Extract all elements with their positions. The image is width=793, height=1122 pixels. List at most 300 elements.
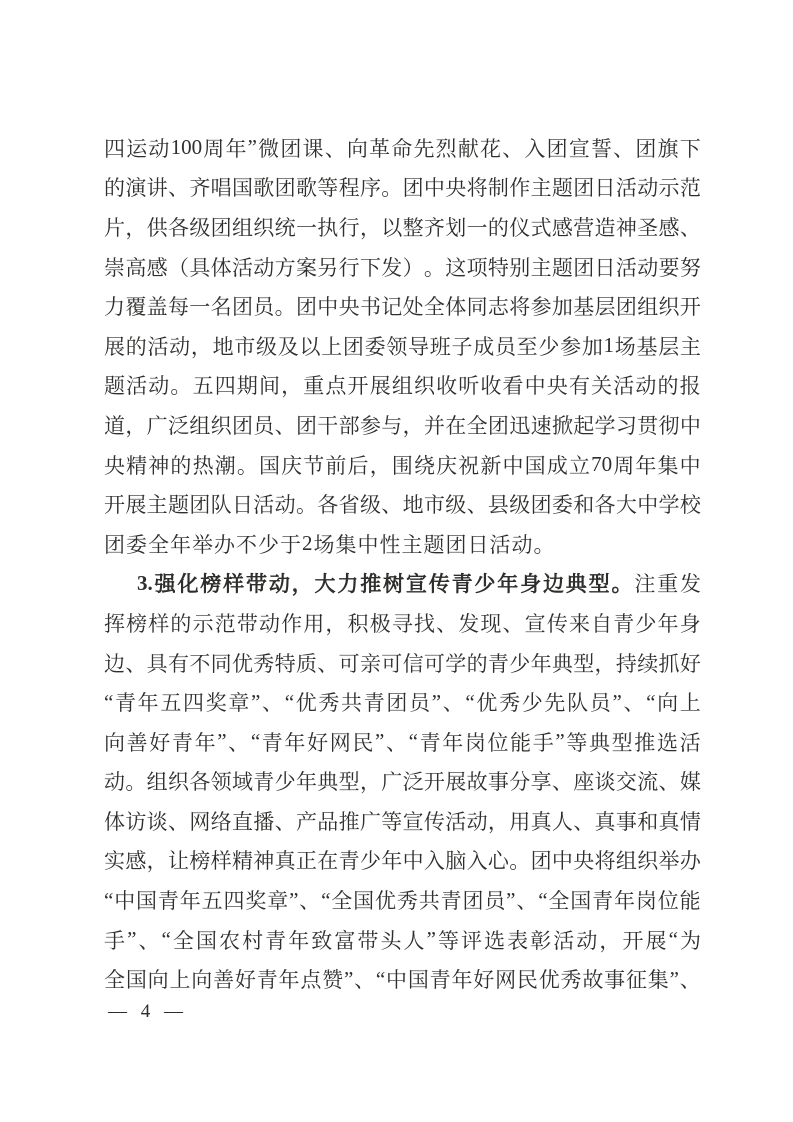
body-char: 关: [591, 374, 613, 399]
body-char: 年: [451, 968, 473, 993]
body-char: 活: [679, 730, 701, 755]
body-char: 样: [210, 849, 232, 874]
heading-char: 典: [565, 572, 587, 597]
body-char: 可: [423, 651, 445, 676]
body-char: 、: [317, 651, 339, 676]
text-line: [104, 564, 701, 604]
body-char: 可: [338, 651, 360, 676]
body-char: 各: [189, 770, 211, 795]
body-char: 周: [203, 136, 225, 161]
body-char: 向: [346, 136, 368, 161]
body-char: ”: [555, 729, 565, 754]
body-char: 的: [466, 651, 488, 676]
body-char: 谈: [146, 809, 168, 834]
body-char: 别: [509, 255, 531, 280]
body-char: 。: [533, 532, 555, 557]
body-char: 各: [317, 493, 339, 518]
body-char: 质: [295, 651, 317, 676]
body-char: 范: [679, 176, 701, 201]
body-char: 供: [146, 215, 168, 240]
body-char: “: [375, 966, 386, 991]
body-char: 各: [594, 493, 616, 518]
body-char: 誓: [590, 136, 612, 161]
body-char: 极: [369, 611, 391, 636]
body-char: 故: [466, 770, 488, 795]
body-char: 围: [391, 453, 413, 478]
body-char: 日: [467, 532, 489, 557]
body-char: 谈: [594, 770, 616, 795]
body-char: 秀: [560, 968, 582, 993]
body-char: 示: [658, 176, 680, 201]
body-char: 、: [138, 928, 160, 953]
body-char: 命: [391, 136, 413, 161]
body-char: 样: [148, 611, 170, 636]
body-char: 中: [637, 493, 659, 518]
body-char: 、: [442, 691, 464, 716]
body-char: 集: [335, 532, 357, 557]
body-char: 国: [125, 968, 147, 993]
body-char: 型: [338, 770, 360, 795]
body-char: 少: [359, 849, 381, 874]
body-char: 织: [637, 849, 659, 874]
body-char: 年: [530, 651, 552, 676]
body-char: 团: [546, 136, 568, 161]
body-char: 优: [375, 889, 397, 914]
body-char: ”: [374, 729, 385, 754]
body-char: 年: [278, 968, 300, 993]
body-char: 划: [445, 215, 467, 240]
body-char: 位: [657, 889, 679, 914]
body-char: 、: [262, 691, 284, 716]
text-line: [104, 682, 701, 722]
body-char: 高: [125, 255, 147, 280]
body-char: 活: [489, 532, 511, 557]
body-char: 活: [147, 334, 169, 359]
body-char: 绕: [413, 453, 435, 478]
body-char: 寻: [391, 611, 413, 636]
body-char: 办: [214, 532, 235, 557]
body-char: 现: [480, 611, 502, 636]
body-char: 中: [317, 295, 339, 320]
body-char: 活: [613, 374, 635, 399]
body-char: 上: [321, 334, 343, 359]
body-char: 年: [381, 849, 403, 874]
body-char: 推: [634, 730, 656, 755]
body-char: 织: [167, 770, 189, 795]
body-char: 、: [324, 136, 346, 161]
body-char: 先: [413, 136, 435, 161]
body-char: 题: [551, 176, 573, 201]
body-char: 享: [530, 770, 552, 795]
body-char: 主: [146, 493, 168, 518]
body-char: 作: [281, 611, 303, 636]
body-char: 看: [502, 374, 524, 399]
body-char: 献: [457, 136, 479, 161]
body-char: 体: [104, 809, 125, 834]
body-char: 全: [423, 295, 445, 320]
body-char: 集: [657, 453, 679, 478]
body-char: 中: [386, 968, 408, 993]
body-char: 彰: [530, 928, 552, 953]
heading-char: 。: [611, 572, 633, 597]
body-char: 团: [635, 136, 657, 161]
body-char: 团: [530, 493, 552, 518]
body-char: 新: [480, 453, 502, 478]
body-char: 国: [570, 889, 592, 914]
body-char: 学: [594, 413, 616, 438]
body-char: ，: [125, 215, 147, 240]
text-line: [104, 286, 701, 326]
body-char: 泛: [402, 770, 424, 795]
body-char: 章: [267, 889, 289, 914]
body-char: 手: [104, 928, 125, 953]
body-char: 征: [625, 968, 647, 993]
body-char: ，: [369, 453, 391, 478]
body-char: 盖: [146, 295, 168, 320]
body-char: ，: [402, 413, 424, 438]
body-char: 广: [146, 413, 168, 438]
body-char: 员: [494, 334, 516, 359]
body-char: 收: [480, 374, 502, 399]
heading-char: 大: [314, 572, 336, 597]
body-char: 基: [636, 334, 658, 359]
body-char: 少: [521, 691, 543, 716]
body-char: 络: [210, 809, 232, 834]
body-char: 向: [147, 968, 169, 993]
body-char: 特: [487, 255, 509, 280]
body-char: 共: [341, 691, 363, 716]
body-char: 要: [658, 255, 680, 280]
body-char: 将: [594, 849, 616, 874]
body-char: 动: [576, 928, 598, 953]
body-char: 四: [183, 691, 205, 716]
body-char: 宣: [402, 809, 424, 834]
body-char: 向: [104, 730, 125, 755]
body-char: 中: [502, 453, 524, 478]
body-char: 组: [146, 770, 168, 795]
body-char: 另: [317, 255, 339, 280]
body-char: 央: [338, 295, 360, 320]
body-char: 信: [402, 651, 424, 676]
body-char: 道: [104, 413, 125, 438]
body-char: 持: [615, 651, 637, 676]
body-char: “: [161, 927, 171, 952]
body-char: 有: [167, 651, 189, 676]
body-char: 上: [679, 691, 701, 716]
body-char: 少: [274, 770, 296, 795]
body-char: 报: [679, 374, 701, 399]
body-char: 员: [484, 889, 506, 914]
body-char: 推: [338, 809, 360, 834]
body-char: 秀: [499, 691, 521, 716]
body-char: 志: [487, 295, 509, 320]
heading-char: 化: [177, 572, 199, 597]
body-char: 团: [231, 413, 253, 438]
body-char: 动: [637, 176, 659, 201]
body-char: 活: [615, 255, 637, 280]
text-line: [104, 247, 701, 287]
body-char: 国: [524, 453, 546, 478]
body-char: 展: [645, 928, 667, 953]
body-char: 主: [530, 176, 552, 201]
body-char: 典: [589, 730, 611, 755]
body-char: ，: [594, 651, 616, 676]
body-char: 营: [573, 215, 595, 240]
body-char: 宣: [568, 136, 590, 161]
body-char: 全: [466, 413, 488, 438]
body-char: 活: [231, 255, 253, 280]
body-char: 展: [369, 374, 391, 399]
body-char: 子: [451, 334, 473, 359]
body-char: 五: [160, 691, 182, 716]
body-char: 下: [679, 136, 701, 161]
body-char: 团: [487, 413, 509, 438]
text-line: [104, 405, 701, 445]
body-char: 一: [466, 215, 488, 240]
body-char: 周: [613, 453, 635, 478]
body-char: 品: [317, 809, 339, 834]
body-char: ，: [359, 215, 381, 240]
body-char: 速: [530, 413, 552, 438]
body-char: ，: [281, 374, 303, 399]
body-char: 年: [284, 730, 306, 755]
body-char: 可: [381, 651, 403, 676]
body-char: 举: [192, 532, 213, 557]
body-char: 民: [516, 968, 538, 993]
body-char: 委: [364, 334, 386, 359]
body-char: 。: [274, 295, 296, 320]
body-char: 青: [338, 849, 360, 874]
body-char: 感: [658, 215, 680, 240]
body-char: 花: [480, 136, 502, 161]
body-char: 开: [104, 493, 125, 518]
body-char: 年: [442, 730, 464, 755]
body-char: 神: [148, 453, 170, 478]
body-char: 潮: [214, 453, 236, 478]
body-char: 。: [125, 770, 147, 795]
body-char: 演: [125, 176, 147, 201]
body-char: 、: [613, 136, 635, 161]
body-char: 旗: [657, 136, 679, 161]
body-char: 干: [317, 413, 339, 438]
body-char: 动: [253, 255, 275, 280]
body-char: 织: [253, 215, 275, 240]
body-char: 网: [189, 809, 211, 834]
body-char: 青: [440, 889, 462, 914]
body-char: 真: [274, 849, 296, 874]
body-char: 共: [418, 889, 440, 914]
body-char: 。: [236, 453, 258, 478]
body-char: 大: [615, 493, 637, 518]
body-char: 中: [551, 849, 573, 874]
body-char: 庆: [436, 453, 458, 478]
body-char: 序: [359, 176, 381, 201]
body-char: 团: [462, 889, 484, 914]
body-char: 入: [466, 849, 488, 874]
body-char: 以: [381, 215, 403, 240]
body-char: 、: [679, 215, 701, 240]
body-char: 年: [288, 928, 310, 953]
body-char: 型: [573, 651, 595, 676]
body-char: 。: [381, 176, 403, 201]
body-char: 年: [225, 136, 247, 161]
body-char: 秀: [318, 691, 340, 716]
body-char: 展: [125, 493, 147, 518]
body-char: 导: [408, 334, 430, 359]
body-char: 播: [253, 809, 275, 834]
body-char: 体: [210, 255, 232, 280]
body-char: 优: [295, 691, 317, 716]
body-char: 五: [201, 889, 223, 914]
body-char: ，: [359, 770, 381, 795]
body-char: 、: [679, 968, 701, 993]
body-char: 部: [338, 413, 360, 438]
body-char: 讲: [146, 176, 168, 201]
body-char: 青: [253, 770, 275, 795]
body-char: 入: [423, 849, 445, 874]
body-char: 齐: [189, 176, 211, 201]
body-char: 精: [126, 453, 148, 478]
body-char: 好: [679, 651, 701, 676]
body-char: 表: [507, 928, 529, 953]
body-char: 身: [679, 611, 701, 636]
body-char: 委: [126, 532, 147, 557]
body-char: 级: [445, 493, 467, 518]
body-char: 、: [436, 611, 458, 636]
text-line: [104, 643, 701, 683]
body-char: 、: [466, 493, 488, 518]
body-char: 团: [189, 493, 211, 518]
body-char: 团: [573, 176, 595, 201]
body-char: 正: [295, 849, 317, 874]
body-char: ，: [146, 849, 168, 874]
body-char: 善: [213, 968, 235, 993]
body-char: 组: [637, 295, 659, 320]
body-char: 先: [544, 691, 566, 716]
body-char: 年: [657, 611, 679, 636]
body-char: ）: [402, 255, 424, 280]
text-line: [104, 366, 701, 406]
body-char: 少: [509, 651, 531, 676]
body-char: 重: [303, 374, 325, 399]
heading-char: 力: [337, 572, 359, 597]
body-char: 崇: [104, 255, 125, 280]
body-char: 交: [615, 770, 637, 795]
body-char: 少: [635, 611, 657, 636]
body-char: 青: [419, 730, 441, 755]
body-char: 续: [637, 651, 659, 676]
body-char: 国: [136, 889, 158, 914]
body-char: 歌: [253, 176, 275, 201]
body-char: 办: [679, 849, 701, 874]
body-char: 动: [104, 770, 125, 795]
body-char: 媒: [679, 770, 701, 795]
body-char: 动: [258, 611, 280, 636]
body-char: ，: [325, 611, 347, 636]
body-char: 、: [551, 770, 573, 795]
body-char: 日: [231, 493, 253, 518]
body-char: 青: [256, 968, 278, 993]
body-char: 动: [148, 136, 170, 161]
body-char: 至: [516, 334, 538, 359]
body-char: 、: [573, 809, 595, 834]
body-char: 心: [487, 849, 509, 874]
body-char: 年: [635, 453, 657, 478]
text-line: [104, 326, 701, 366]
body-char: 选: [484, 928, 506, 953]
body-char: 参: [530, 295, 552, 320]
body-char: 访: [125, 809, 147, 834]
body-char: ”: [426, 927, 436, 952]
body-char: 团: [445, 532, 467, 557]
body-char: 活: [615, 176, 637, 201]
body-char: 班: [429, 334, 451, 359]
body-char: 故: [582, 968, 604, 993]
heading-char: 型: [588, 572, 610, 597]
body-char: 团: [342, 334, 364, 359]
body-char: 加: [551, 295, 573, 320]
body-char: 集: [647, 968, 669, 993]
body-char: 奖: [205, 691, 227, 716]
body-char: 烈: [435, 136, 457, 161]
body-char: 员: [253, 295, 275, 320]
body-char: 赞: [322, 968, 344, 993]
body-char: 庆: [281, 453, 303, 478]
body-char: 成: [473, 334, 495, 359]
body-char: 以: [299, 334, 321, 359]
body-char: 积: [347, 611, 369, 636]
body-char: 农: [219, 928, 241, 953]
body-char: 富: [334, 928, 356, 953]
body-char: 、: [274, 809, 296, 834]
body-char: 一: [189, 295, 211, 320]
body-char: 善: [126, 730, 148, 755]
body-char: 迅: [509, 413, 531, 438]
body-char: “: [646, 689, 656, 714]
body-char: 四: [223, 889, 245, 914]
body-char: 用: [509, 809, 531, 834]
body-text: [104, 128, 701, 999]
body-char: 学: [658, 493, 680, 518]
text-line: [104, 524, 701, 564]
body-char: 和: [573, 493, 595, 518]
body-char: 年: [179, 889, 201, 914]
body-char: 队: [210, 493, 232, 518]
heading-char: 带: [245, 572, 267, 597]
body-char: 亲: [359, 651, 381, 676]
body-char: 、: [228, 730, 250, 755]
body-char: “: [104, 887, 114, 912]
body-char: 传: [423, 809, 445, 834]
body-char: 网: [329, 730, 351, 755]
body-char: 贯: [637, 413, 659, 438]
body-char: 带: [236, 611, 258, 636]
heading-char: 动: [268, 572, 290, 597]
body-char: ”: [127, 927, 137, 952]
body-char: 参: [560, 334, 582, 359]
body-char: 示: [192, 611, 214, 636]
body-char: 全: [548, 889, 570, 914]
body-char: 好: [473, 968, 495, 993]
body-char: 精: [231, 849, 253, 874]
body-char: 产: [295, 809, 317, 834]
body-char: 一: [295, 215, 317, 240]
body-char: 好: [234, 968, 256, 993]
heading-char: 青: [451, 572, 473, 597]
body-char: 直: [231, 809, 253, 834]
body-char: 项: [466, 255, 488, 280]
body-char: 优: [476, 691, 498, 716]
